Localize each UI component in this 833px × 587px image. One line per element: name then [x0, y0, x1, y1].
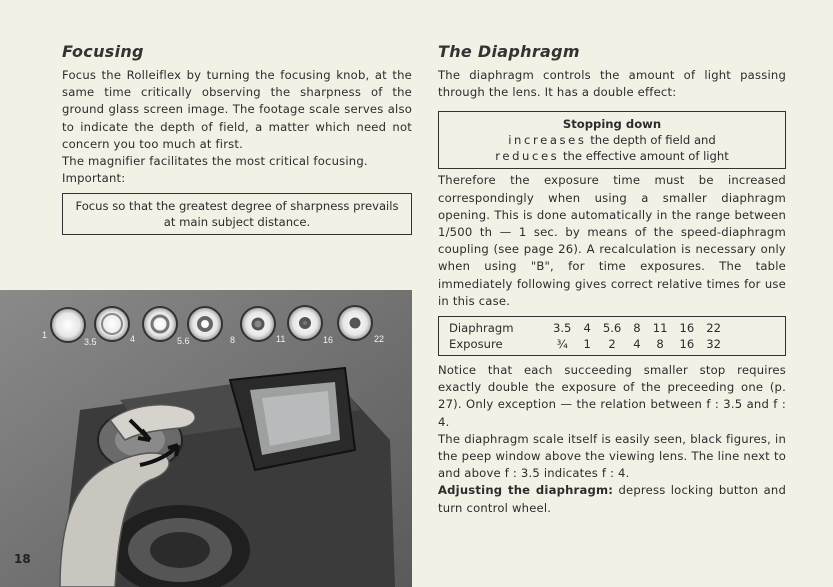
table-cell: 16 [679, 321, 695, 336]
scale-paragraph: The diaphragm scale itself is easily seen, black figures, in the peep window above the viewing lens. The line next to and above f : 3.5 indicates f : 4. [438, 431, 786, 481]
table-cell: 8 [633, 321, 641, 336]
aperture-label: 5.6 [177, 336, 190, 346]
sharpness-box [62, 193, 412, 235]
table-row-label: Exposure [449, 337, 503, 352]
table-cell: 32 [706, 337, 721, 352]
diaphragm-section [438, 42, 786, 517]
adjusting-label: Adjusting the diaphragm: [438, 483, 614, 498]
aperture-label: 8 [230, 335, 236, 345]
reduces-word: reduces [495, 149, 560, 164]
aperture-label: 1 [42, 330, 48, 340]
aperture-icon [51, 308, 85, 342]
stopping-down-title: Stopping down [562, 117, 662, 132]
table-cell: 8 [656, 337, 664, 352]
table-cell: 22 [706, 321, 721, 336]
sharpness-box-text: Focus so that the greatest degree of sharpness prevails at main subject distance. [75, 199, 399, 230]
stopping-down-line1 [447, 132, 777, 148]
diaphragm-heading: The Diaphragm [438, 42, 580, 61]
table-cell: 11 [652, 321, 668, 336]
magnifier-paragraph: The magnifier facilitates the most critical focusing. [62, 154, 368, 169]
reduces-rest: the effective amount of light [563, 149, 729, 164]
aperture-icon [188, 307, 222, 341]
table-cell: 16 [679, 337, 695, 352]
adjusting-text: depress locking button and turn control wheel. [438, 483, 787, 515]
aperture-label: 3.5 [84, 337, 97, 347]
focusing-heading: Focusing [62, 42, 144, 61]
adjusting-paragraph [438, 482, 786, 516]
therefore-paragraph: Therefore the exposure time must be increased correspondingly when using a smaller diaphragm opening. This is done automatically in the range between 1/500 th — 1 sec. by means of the speed-diaphragm coupling (see page 26). A recalculation is necessary only when using "B", for time exposures. The table immediately following gives correct relative times for use in this case. [438, 173, 786, 308]
focusing-paragraph: Focus the Rolleiflex by turning the focusing knob, at the same time critically observing the sharpness of the ground glass screen image. The footage scale serves also to indicate the depth of field, a matter which need not concern you too much at first. [62, 68, 412, 151]
aperture-label: 16 [323, 335, 334, 345]
exposure-table-box [438, 316, 786, 356]
exposure-table [439, 320, 727, 352]
stopping-down-line2 [447, 148, 777, 164]
table-cell: ¾ [556, 337, 568, 352]
notice-paragraph: Notice that each succeeding smaller stop requires exactly double the exposure of the preceeding one (p. 27). Only exception — the relation between f : 3.5 and f : 4. [438, 363, 786, 429]
table-cell: 2 [608, 337, 616, 352]
increases-rest: the depth of field and [590, 133, 716, 148]
aperture-label: 4 [130, 334, 136, 344]
page-number: 18 [14, 552, 31, 566]
table-cell: 4 [633, 337, 641, 352]
diaphragm-intro: The diaphragm controls the amount of light passing through the lens. It has a double effect: [438, 68, 786, 100]
stopping-down-box [438, 111, 786, 169]
table-cell: 3.5 [553, 321, 572, 336]
aperture-icon [143, 307, 177, 341]
table-row [439, 336, 727, 352]
aperture-icon [95, 307, 129, 341]
camera-photo [0, 290, 412, 587]
aperture-label: 11 [276, 334, 286, 344]
camera-illustration [0, 290, 412, 587]
focusing-section [62, 42, 412, 239]
table-row [439, 320, 727, 336]
table-row-label: Diaphragm [449, 321, 514, 336]
table-cell: 5.6 [602, 321, 622, 336]
increases-word: increases [508, 133, 587, 148]
aperture-label: 22 [374, 334, 385, 344]
table-cell: 1 [583, 337, 591, 352]
important-label: Important: [62, 171, 126, 186]
table-cell: 4 [583, 321, 591, 336]
